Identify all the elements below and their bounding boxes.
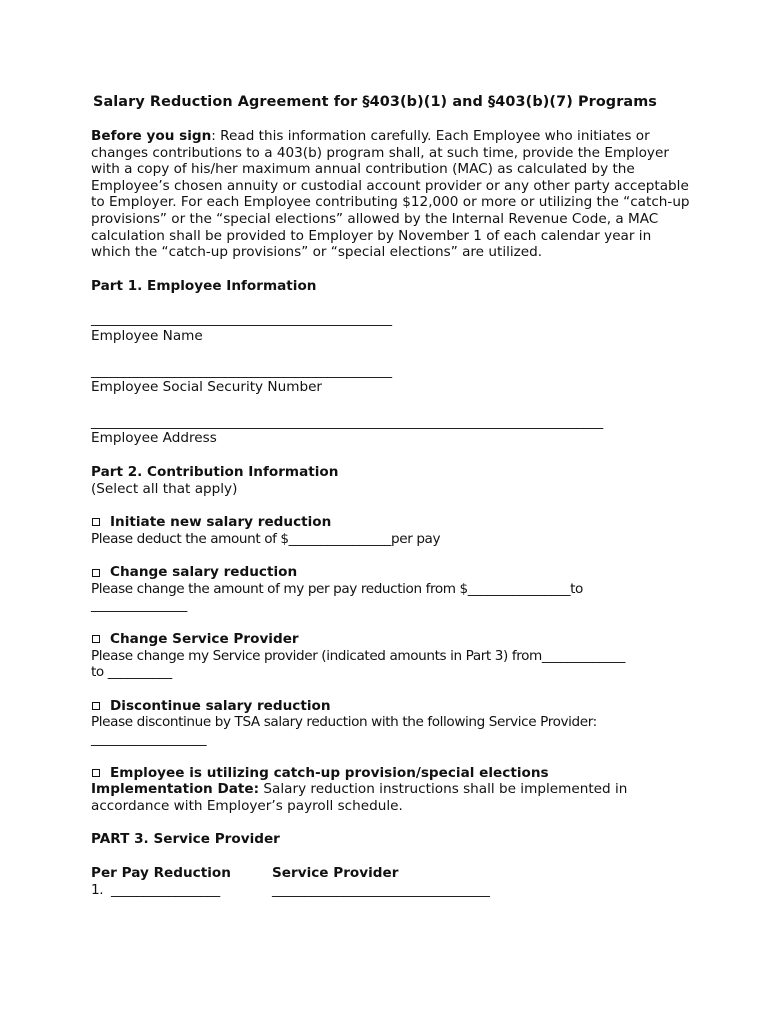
option-initiate-text[interactable]: Please deduct the amount of $________________per pay (91, 530, 441, 547)
col-service-provider-header: Service Provider (272, 865, 399, 881)
implementation-paragraph (91, 781, 691, 814)
option-provider-label: Change Service Provider (110, 631, 299, 648)
employee-address-label: Employee Address (91, 430, 217, 447)
employee-address-field[interactable] (91, 414, 691, 447)
option-catchup (91, 765, 691, 782)
implementation-label: Implementation Date: (91, 781, 260, 798)
checkbox-initiate[interactable] (92, 518, 100, 526)
row1-service-provider-field[interactable]: __________________________________ (272, 881, 490, 898)
part1-heading: Part 1. Employee Information (91, 277, 317, 294)
option-initiate (91, 514, 691, 547)
option-provider-text-2[interactable]: to __________ (91, 664, 172, 681)
checkbox-provider[interactable] (92, 635, 100, 643)
checkbox-catchup[interactable] (92, 769, 100, 777)
option-discontinue-text-2[interactable]: __________________ (91, 731, 207, 748)
employee-ssn-line[interactable]: _______________________________________________ (91, 362, 392, 379)
option-initiate-label: Initiate new salary reduction (110, 514, 332, 531)
employee-name-label: Employee Name (91, 327, 203, 344)
option-provider-text[interactable]: Please change my Service provider (indicated amounts in Part 3) from_____________ (91, 647, 626, 664)
part2-subheading: (Select all that apply) (91, 480, 238, 497)
employee-ssn-label: Employee Social Security Number (91, 379, 323, 396)
option-discontinue-text[interactable]: Please discontinue by TSA salary reduction with the following Service Provider: (91, 714, 597, 731)
option-change-label: Change salary reduction (110, 564, 298, 581)
employee-name-field[interactable] (91, 311, 691, 344)
option-discontinue (91, 698, 691, 748)
document-page (91, 93, 691, 898)
option-discontinue-label: Discontinue salary reduction (110, 697, 331, 714)
intro-text: : Read this information carefully. Each Employee who initiates or changes contributions to a 403(b) program shall, at such time, provide the Employer with a copy of his/her maximum annual contribution (MAC) as calculated by the Employee’s chosen annuity or custodial account provider or any other party acceptable to Employer. For each Employee contributing $12,000 or more or utilizing the “catch-up provisions” or the “special elections” allowed by the Internal Revenue Code, a MAC calculation shall be provided to Employer by November 1 of each calendar year in which the “catch-up provisions” or “special elections” are utilized. (91, 128, 690, 261)
intro-label: Before you sign (91, 128, 212, 144)
checkbox-discontinue[interactable] (92, 702, 100, 710)
intro-paragraph (91, 128, 691, 261)
row1-per-pay-field[interactable]: 1. _________________ (91, 881, 220, 898)
option-change-text-2[interactable]: _______________ (91, 597, 187, 614)
provider-table-header (91, 865, 691, 882)
employee-ssn-field[interactable] (91, 363, 691, 396)
option-change (91, 564, 691, 614)
document-title: Salary Reduction Agreement for §403(b)(1) and §403(b)(7) Programs (93, 94, 657, 110)
implementation-text: Salary reduction instructions shall be implemented in accordance with Employer’s payroll schedule. (91, 781, 628, 814)
provider-table-row (91, 882, 691, 899)
option-provider (91, 631, 691, 681)
employee-name-line[interactable]: _______________________________________________ (91, 311, 392, 328)
part2-heading: Part 2. Contribution Information (91, 463, 339, 480)
part3-heading: PART 3. Service Provider (91, 831, 280, 848)
col-per-pay-header: Per Pay Reduction (91, 865, 231, 881)
employee-address-line[interactable]: ________________________________________________________________________________ (91, 413, 603, 430)
option-change-text[interactable]: Please change the amount of my per pay reduction from $________________to (91, 580, 583, 597)
checkbox-change[interactable] (92, 569, 100, 577)
option-catchup-label: Employee is utilizing catch-up provision/special elections (110, 764, 549, 781)
